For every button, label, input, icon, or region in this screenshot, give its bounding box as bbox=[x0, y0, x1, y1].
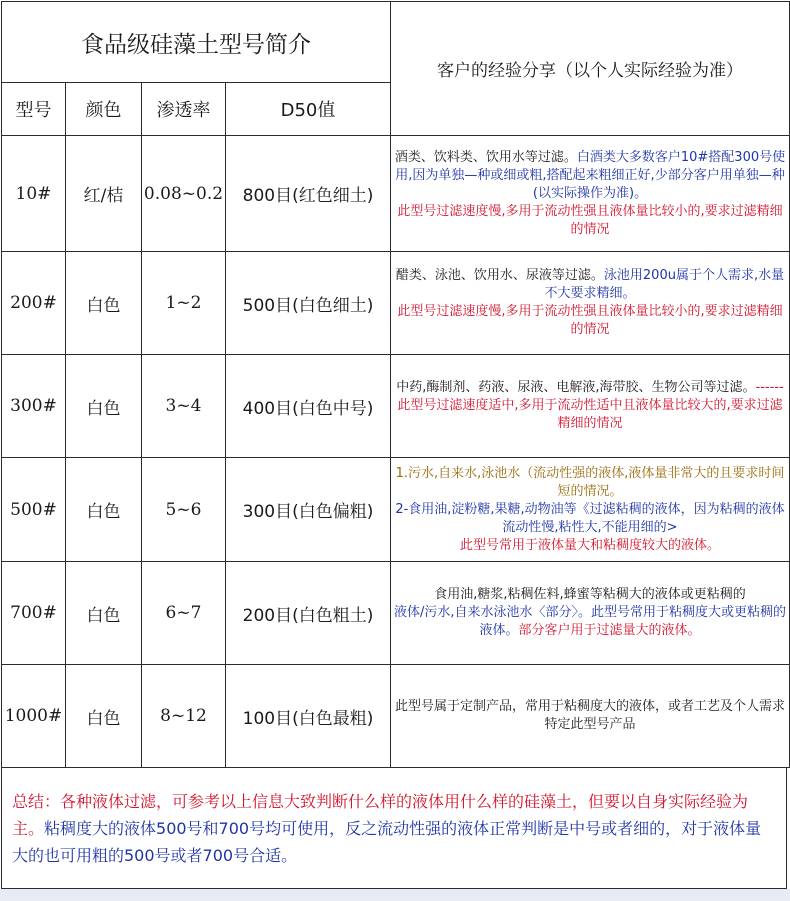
permeability-cell: 1~2 bbox=[142, 252, 226, 355]
experience-note bbox=[391, 136, 790, 252]
d50-cell: 100目(白色最粗) bbox=[226, 665, 391, 768]
permeability-cell: 8~12 bbox=[142, 665, 226, 768]
note-text: 此型号过滤速度慢,多用于流动性强且液体量比较小的,要求过滤精细的情况 bbox=[397, 304, 783, 337]
d50-cell: 200目(白色粗土) bbox=[226, 562, 391, 665]
experience-note bbox=[391, 458, 790, 562]
model-cell: 10# bbox=[2, 136, 66, 252]
experience-note bbox=[391, 252, 790, 355]
note-text: 液体/污水,自来水泳池水〈部分〉。此型号常用于粘稠度大或更粘稠的液体。 bbox=[393, 605, 786, 638]
header-permeability: 渗透率 bbox=[142, 83, 226, 136]
experience-note bbox=[391, 665, 790, 768]
table-row bbox=[2, 562, 790, 665]
note-text: 此型号常用于液体量大和粘稠度较大的液体。 bbox=[459, 537, 720, 553]
note-text: 此型号过滤速度慢,多用于流动性强且液体量比较小的,要求过滤精细的情况 bbox=[397, 203, 783, 237]
header-model: 型号 bbox=[2, 83, 66, 136]
note-text: 1.污水,自来水,泳池水（流动性强的液体,液体量非常大的且要求时间短的情况。 bbox=[395, 465, 785, 499]
permeability-cell: 6~7 bbox=[142, 562, 226, 665]
bottom-band bbox=[0, 889, 790, 901]
permeability-cell: 0.08~0.2 bbox=[142, 136, 226, 252]
d50-cell: 300目(白色偏粗) bbox=[226, 458, 391, 562]
note-text: ------此型号过滤速度适中,多用于流动性适中且液体量比较大的,要求过滤精细的情况 bbox=[397, 380, 784, 431]
summary-text: 总结：各种液体过滤，可参考以上信息大致判断什么样的液体用什么样的硅藻土，但要以自身实际经验为主。 bbox=[12, 792, 749, 838]
model-cell: 500# bbox=[2, 458, 66, 562]
summary-text: 粘稠度大的液体500号和700号均可使用，反之流动性强的液体正常判断是中号或者细的，对于液体量大的也可用粗的500号或者700号合适。 bbox=[12, 819, 762, 865]
table-row bbox=[2, 136, 790, 252]
model-table bbox=[1, 1, 790, 768]
experience-share-header: 客户的经验分享（以个人实际经验为准） bbox=[391, 2, 790, 136]
table-title: 食品级硅藻土型号简介 bbox=[2, 2, 391, 83]
note-text: 白酒类大多数客户10#搭配300号使用,因为单独—种或细或粗,搭配起来粗细正好,少部分客户用单独—种(以实际操作为准)。 bbox=[395, 149, 786, 201]
note-text: 中药,酶制剂、药液、尿液、电解液,海带胶、生物公司等过滤。 bbox=[396, 380, 756, 395]
header-color: 颜色 bbox=[66, 83, 142, 136]
table-row bbox=[2, 252, 790, 355]
experience-note bbox=[391, 562, 790, 665]
table-row bbox=[2, 458, 790, 562]
color-cell: 白色 bbox=[66, 562, 142, 665]
d50-cell: 500目(白色细土) bbox=[226, 252, 391, 355]
note-text: 食用油,糖浆,粘稠佐料,蜂蜜等粘稠大的液体或更粘稠的 bbox=[434, 587, 746, 602]
note-text: 此型号属于定制产品，常用于粘稠度大的液体，或者工艺及个人需求特定此型号产品 bbox=[394, 699, 785, 732]
permeability-cell: 3~4 bbox=[142, 355, 226, 458]
table-row bbox=[2, 665, 790, 768]
model-cell: 300# bbox=[2, 355, 66, 458]
note-text: 2-食用油,淀粉糖,果糖,动物油等《过滤粘稠的液体，因为粘稠的液体流动性慢,粘性大,不能用细的> bbox=[395, 501, 785, 535]
note-text: 醋类、泳池、饮用水、尿液等过滤。 bbox=[395, 268, 604, 283]
note-text: 部分客户用于过滤量大的液体。 bbox=[518, 623, 701, 638]
summary-box bbox=[1, 768, 787, 889]
d50-cell: 800目(红色细土) bbox=[226, 136, 391, 252]
model-cell: 200# bbox=[2, 252, 66, 355]
color-cell: 白色 bbox=[66, 665, 142, 768]
color-cell: 白色 bbox=[66, 355, 142, 458]
note-text: 泳池用200u属于个人需求,水量不大要求精细。 bbox=[544, 268, 785, 301]
header-d50: D50值 bbox=[226, 83, 391, 136]
note-text: 酒类、饮料类、饮用水等过滤。 bbox=[394, 149, 577, 165]
color-cell: 白色 bbox=[66, 458, 142, 562]
color-cell: 白色 bbox=[66, 252, 142, 355]
experience-note bbox=[391, 355, 790, 458]
table-row bbox=[2, 355, 790, 458]
color-cell: 红/桔 bbox=[66, 136, 142, 252]
model-cell: 1000# bbox=[2, 665, 66, 768]
permeability-cell: 5~6 bbox=[142, 458, 226, 562]
model-cell: 700# bbox=[2, 562, 66, 665]
d50-cell: 400目(白色中号) bbox=[226, 355, 391, 458]
